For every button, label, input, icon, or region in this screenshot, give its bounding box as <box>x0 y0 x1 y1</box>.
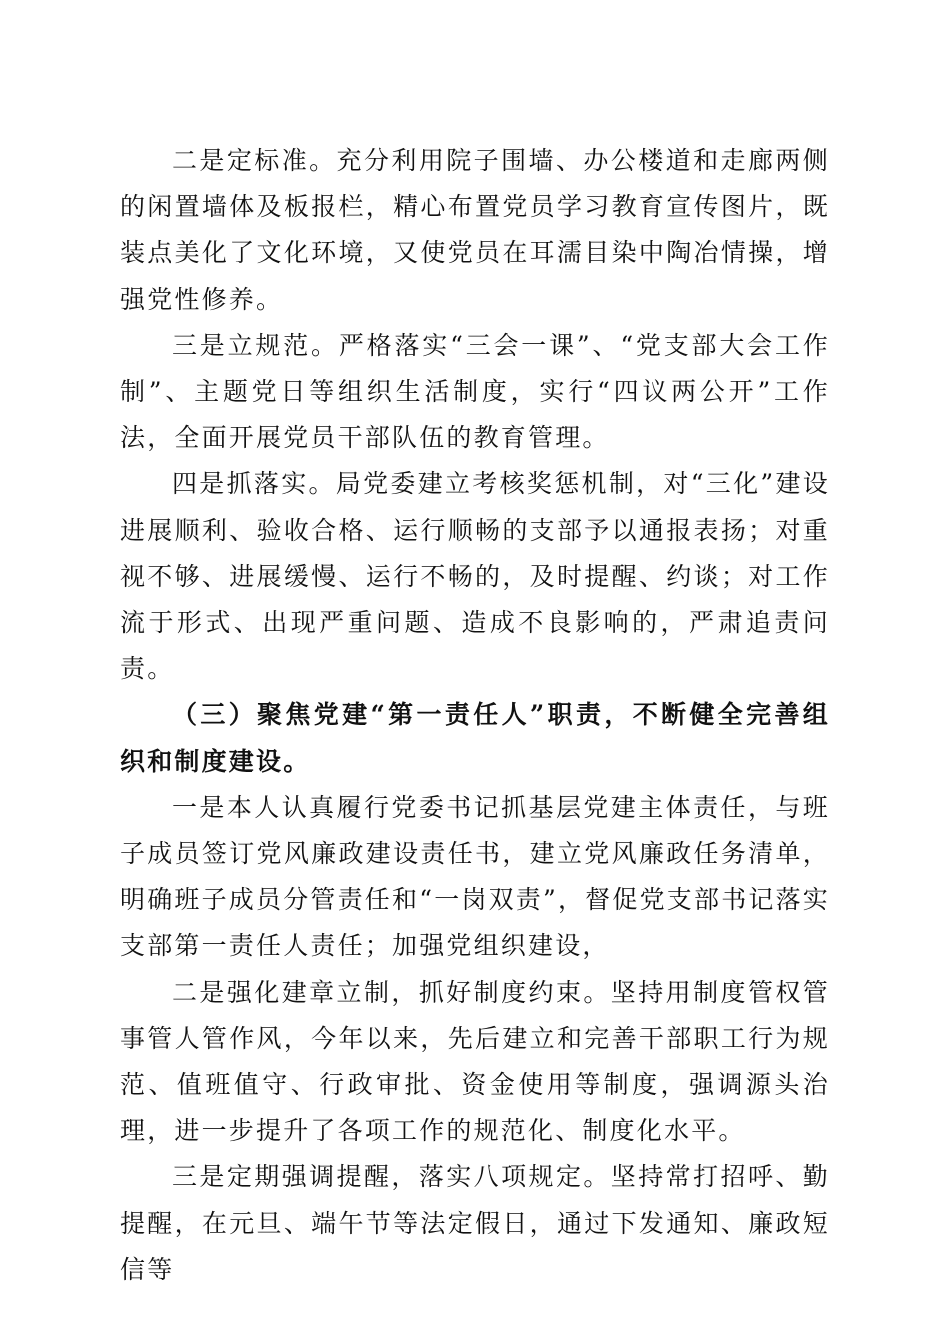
paragraph-reminders: 三是定期强调提醒，落实八项规定。坚持常打招呼、勤提醒，在元旦、端午节等法定假日，通过下发通知、廉政短信等 <box>120 1162 830 1284</box>
document-body <box>120 138 830 1293</box>
section-heading-three: （三）聚焦党建“第一责任人”职责，不断健全完善组织和制度建设。 <box>120 700 830 776</box>
paragraph-implementation: 四是抓落实。局党委建立考核奖惩机制，对“三化”建设进展顺利、验收合格、运行顺畅的支部予以通报表扬；对重视不够、进展缓慢、运行不畅的，及时提醒、约谈；对工作流于形式、出现严重问题、造成不良影响的，严肃追责问责。 <box>120 469 830 684</box>
paragraph-define-standards: 二是定标准。充分利用院子围墙、办公楼道和走廊两侧的闲置墙体及板报栏，精心布置党员学习教育宣传图片，既装点美化了文化环境，又使党员在耳濡目染中陶冶情操，增强党性修养。 <box>120 146 830 314</box>
paragraph-responsibility: 一是本人认真履行党委书记抓基层党建主体责任，与班子成员签订党风廉政建设责任书，建立党风廉政任务清单，明确班子成员分管责任和“一岗双责”，督促党支部书记落实支部第一责任人责任；加强党组织建设， <box>120 792 830 961</box>
paragraph-establish-norms: 三是立规范。严格落实“三会一课”、“党支部大会工作制”、主题党日等组织生活制度，实行“四议两公开”工作法，全面开展党员干部队伍的教育管理。 <box>120 330 830 453</box>
paragraph-rules-system: 二是强化建章立制，抓好制度约束。坚持用制度管权管事管人管作风，今年以来，先后建立和完善干部职工行为规范、值班值守、行政审批、资金使用等制度，强调源头治理，进一步提升了各项工作的规范化、制度化水平。 <box>120 977 830 1146</box>
